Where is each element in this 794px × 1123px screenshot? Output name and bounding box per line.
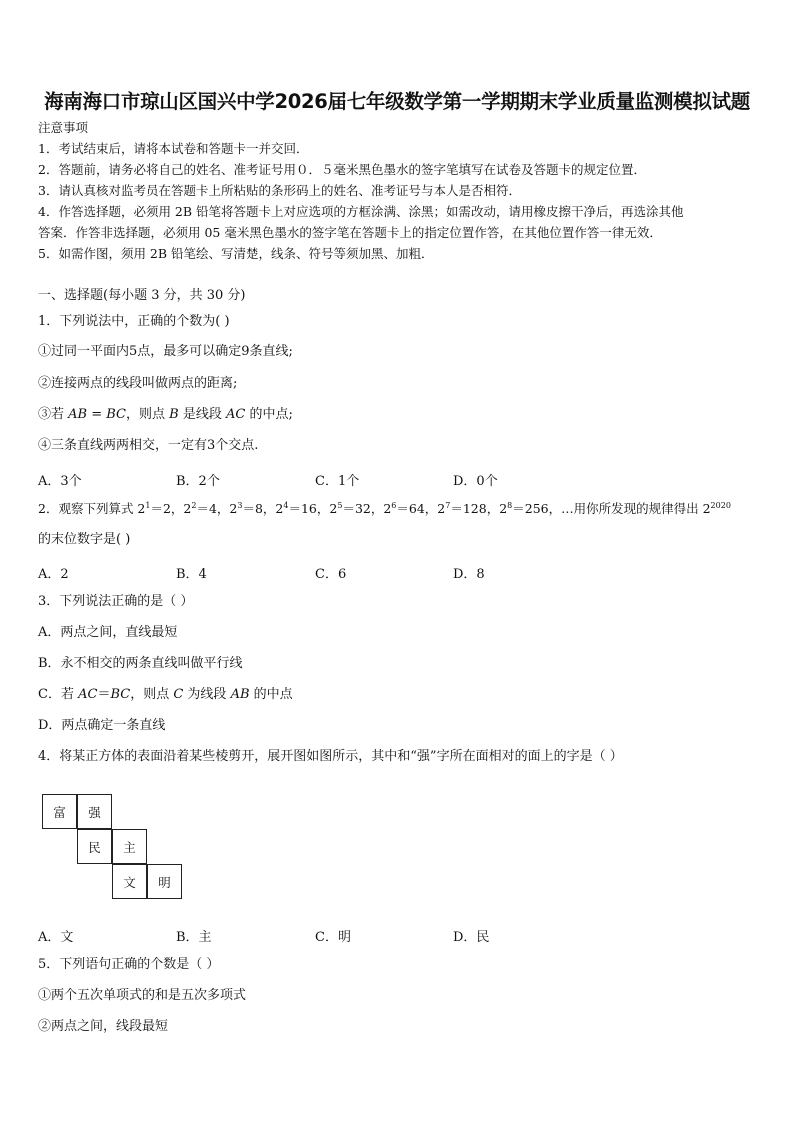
question-4-option-d[interactable]: D．民 bbox=[453, 930, 490, 945]
question-1-stem: 1．下列说法中，正确的个数为( ) bbox=[38, 314, 230, 329]
notice-item: 答案．作答非选择题，必须用 05 毫米黑色墨水的签字笔在答题卡上的指定位置作答，在其他位置作答一律无效． bbox=[38, 225, 662, 240]
question-5-stem: 5．下列语句正确的个数是（ ） bbox=[38, 957, 220, 972]
question-1-statement-2: ②连接两点的线段叫做两点的距离; bbox=[38, 376, 238, 391]
question-3-option-c[interactable]: C．若 AC＝BC，则点 C 为线段 AB 的中点 bbox=[38, 687, 293, 702]
question-2-option-d[interactable]: D．8 bbox=[453, 567, 485, 582]
question-2-option-a[interactable]: A．2 bbox=[38, 567, 69, 582]
question-3-option-d[interactable]: D．两点确定一条直线 bbox=[38, 718, 166, 733]
page-title: 海南海口市琼山区国兴中学2026届七年级数学第一学期期末学业质量监测模拟试题 bbox=[44, 90, 750, 113]
net-cell-wen: 文 bbox=[112, 864, 147, 899]
question-3-option-b[interactable]: B．永不相交的两条直线叫做平行线 bbox=[38, 656, 243, 671]
question-1-option-c[interactable]: C．1个 bbox=[315, 474, 360, 489]
question-1-option-d[interactable]: D．0个 bbox=[453, 474, 498, 489]
question-2-option-c[interactable]: C．6 bbox=[315, 567, 347, 582]
notice-item: 1．考试结束后，请将本试卷和答题卡一并交回． bbox=[38, 141, 309, 156]
notice-item: 3．请认真核对监考员在答题卡上所粘贴的条形码上的姓名、准考证号与本人是否相符． bbox=[38, 183, 521, 198]
question-2-stem: 2．观察下列算式 $2^1=2$，$2^2=4$，$2^3=8$，$2^4=16$，$2^5=32$，$2^6=64$，$2^7=128$，$2^8=256$，…用你所发现的规律得出 $2^{2020}$ bbox=[38, 500, 731, 516]
net-cell-fu: 富 bbox=[42, 794, 77, 829]
question-4-stem: 4．将某正方体的表面沿着某些棱剪开，展开图如图所示，其中和“强”字所在面相对的面上的字是（ ） bbox=[38, 749, 623, 764]
question-4-option-a[interactable]: A．文 bbox=[38, 930, 74, 945]
question-4-option-c[interactable]: C．明 bbox=[315, 930, 351, 945]
question-3-stem: 3．下列说法正确的是（ ） bbox=[38, 594, 194, 609]
net-cell-min: 民 bbox=[77, 829, 112, 864]
notice-heading: 注意事项 bbox=[38, 120, 89, 135]
net-cell-zhu: 主 bbox=[112, 829, 147, 864]
question-2-option-b[interactable]: B．4 bbox=[176, 567, 207, 582]
question-5-statement-1: ①两个五次单项式的和是五次多项式 bbox=[38, 988, 247, 1003]
question-1-statement-4: ④三条直线两两相交，一定有3个交点. bbox=[38, 438, 259, 453]
question-1-option-a[interactable]: A．3个 bbox=[38, 474, 82, 489]
question-1-statement-3: ③若 AB = BC，则点 B 是线段 AC 的中点; bbox=[38, 407, 293, 422]
net-cell-ming: 明 bbox=[147, 864, 182, 899]
notice-item: 4．作答选择题，必须用 2B 铅笔将答题卡上对应选项的方框涂满、涂黑；如需改动，请用橡皮擦干净后，再选涂其他 bbox=[38, 204, 684, 219]
question-1-statement-1: ①过同一平面内5点，最多可以确定9条直线; bbox=[38, 344, 293, 359]
question-1-option-b[interactable]: B．2个 bbox=[176, 474, 220, 489]
notice-item: 5．如需作图，须用 2B 铅笔绘、写清楚，线条、符号等须加黑、加粗． bbox=[38, 246, 434, 261]
question-2-stem-line-2: 的末位数字是( ) bbox=[38, 532, 131, 547]
question-4-option-b[interactable]: B．主 bbox=[176, 930, 212, 945]
question-3-option-a[interactable]: A．两点之间，直线最短 bbox=[38, 625, 178, 640]
section-heading: 一、选择题(每小题 3 分，共 30 分) bbox=[38, 288, 246, 303]
net-cell-qiang: 强 bbox=[77, 794, 112, 829]
question-5-statement-2: ②两点之间，线段最短 bbox=[38, 1019, 169, 1034]
notice-item: 2．答题前，请务必将自己的姓名、准考证号用０．５毫米黑色墨水的签字笔填写在试卷及答题卡的规定位置． bbox=[38, 162, 646, 177]
